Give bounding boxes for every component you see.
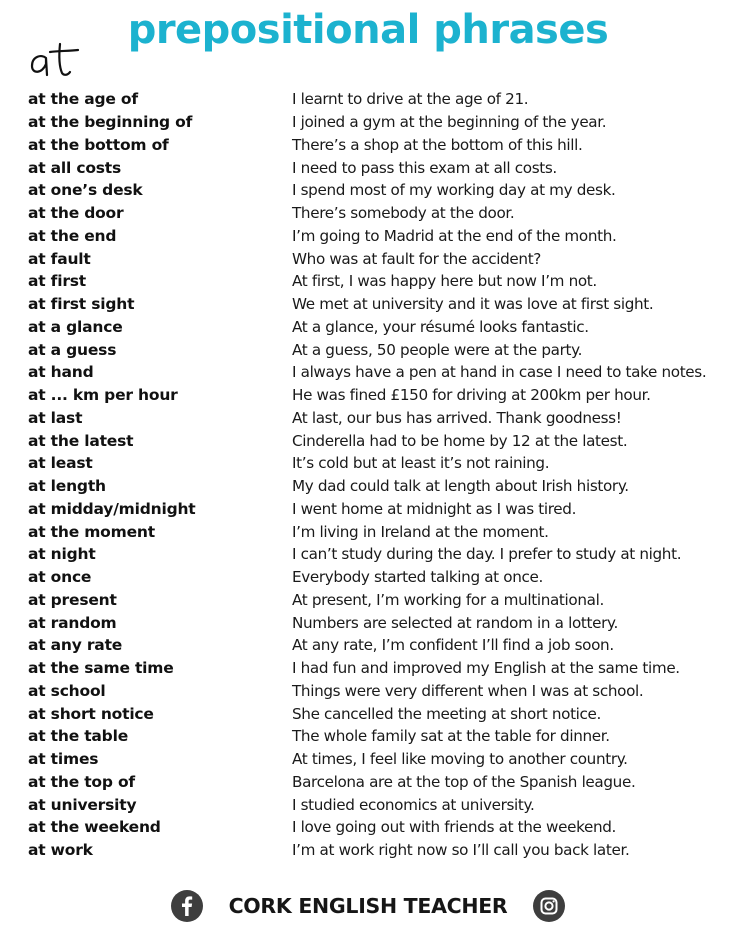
brand-name: CORK ENGLISH TEACHER — [228, 894, 508, 918]
phrase-text: at university — [28, 795, 137, 814]
phrase-text: at times — [28, 750, 99, 769]
example-sentence: Things were very different when I was at school. — [292, 681, 644, 700]
example-sentence: Barcelona are at the top of the Spanish league. — [292, 772, 636, 791]
table-row — [28, 566, 734, 589]
example-sentence: I had fun and improved my English at the same time. — [292, 659, 680, 678]
phrase-text: at the table — [28, 727, 129, 746]
table-row — [28, 316, 734, 339]
phrase-text: at night — [28, 545, 96, 564]
phrase-text: at work — [28, 841, 93, 860]
instagram-icon[interactable] — [533, 890, 565, 922]
phrase-text: at the bottom of — [28, 135, 169, 154]
example-sentence: At a glance, your résumé looks fantastic. — [292, 317, 589, 336]
example-sentence: I spend most of my working day at my desk. — [292, 181, 616, 200]
phrase-list — [28, 88, 734, 862]
table-row — [28, 771, 734, 794]
table-row — [28, 520, 734, 543]
phrase-text: at first — [28, 272, 87, 291]
example-sentence: At any rate, I’m confident I’ll find a job soon. — [292, 636, 614, 655]
example-sentence: The whole family sat at the table for dinner. — [292, 727, 610, 746]
example-sentence: I love going out with friends at the weekend. — [292, 818, 617, 837]
example-sentence: I went home at midnight as I was tired. — [292, 499, 577, 518]
phrase-text: at midday/midnight — [28, 499, 196, 518]
phrase-text: at a guess — [28, 340, 117, 359]
table-row — [28, 611, 734, 634]
example-sentence: I studied economics at university. — [292, 795, 535, 814]
table-row — [28, 589, 734, 612]
table-row — [28, 702, 734, 725]
table-row — [28, 475, 734, 498]
example-sentence: I always have a pen at hand in case I need to take notes. — [292, 363, 707, 382]
phrase-text: at a glance — [28, 317, 123, 336]
table-row — [28, 179, 734, 202]
table-row — [28, 429, 734, 452]
phrase-text: at school — [28, 681, 106, 700]
example-sentence: It’s cold but at least it’s not raining. — [292, 454, 550, 473]
phrase-text: at the latest — [28, 431, 134, 450]
example-sentence: At present, I’m working for a multinational. — [292, 590, 604, 609]
phrase-text: at present — [28, 590, 117, 609]
table-row — [28, 452, 734, 475]
table-row — [28, 293, 734, 316]
table-row — [28, 384, 734, 407]
phrase-text: at the top of — [28, 772, 135, 791]
table-row — [28, 793, 734, 816]
example-sentence: She cancelled the meeting at short notice. — [292, 704, 602, 723]
phrase-text: at the moment — [28, 522, 155, 541]
example-sentence: He was fined £150 for driving at 200km per hour. — [292, 386, 651, 405]
footer — [0, 886, 736, 926]
phrase-text: at random — [28, 613, 117, 632]
table-row — [28, 134, 734, 157]
page-title: prepositional phrases — [127, 7, 609, 53]
table-row — [28, 361, 734, 384]
facebook-icon[interactable] — [171, 890, 203, 922]
example-sentence: At first, I was happy here but now I’m not. — [292, 272, 597, 291]
table-row — [28, 657, 734, 680]
table-row — [28, 725, 734, 748]
phrase-text: at first sight — [28, 295, 135, 314]
table-row — [28, 748, 734, 771]
handwritten-at-label — [28, 40, 84, 80]
phrase-text: at one’s desk — [28, 181, 143, 200]
example-sentence: I’m at work right now so I’ll call you back later. — [292, 841, 630, 860]
table-row — [28, 338, 734, 361]
table-row — [28, 498, 734, 521]
phrase-text: at hand — [28, 363, 94, 382]
table-row — [28, 247, 734, 270]
example-sentence: There’s a shop at the bottom of this hill. — [292, 135, 583, 154]
example-sentence: At times, I feel like moving to another country. — [292, 750, 628, 769]
phrase-text: at the door — [28, 204, 124, 223]
example-sentence: Everybody started talking at once. — [292, 568, 543, 587]
phrase-text: at any rate — [28, 636, 123, 655]
phrase-text: at least — [28, 454, 93, 473]
example-sentence: Numbers are selected at random in a lottery. — [292, 613, 618, 632]
example-sentence: At a guess, 50 people were at the party. — [292, 340, 583, 359]
table-row — [28, 543, 734, 566]
phrase-text: at length — [28, 477, 106, 496]
table-row — [28, 816, 734, 839]
phrase-text: at short notice — [28, 704, 154, 723]
table-row — [28, 202, 734, 225]
table-row — [28, 225, 734, 248]
phrase-text: at once — [28, 568, 92, 587]
example-sentence: Who was at fault for the accident? — [292, 249, 542, 268]
phrase-text: at ... km per hour — [28, 386, 178, 405]
example-sentence: My dad could talk at length about Irish history. — [292, 477, 629, 496]
phrase-text: at the weekend — [28, 818, 161, 837]
table-row — [28, 634, 734, 657]
example-sentence: There’s somebody at the door. — [292, 204, 515, 223]
example-sentence: I learnt to drive at the age of 21. — [292, 90, 529, 109]
instagram-glyph — [533, 890, 565, 922]
facebook-glyph — [171, 890, 203, 922]
phrase-text: at all costs — [28, 158, 122, 177]
example-sentence: I’m living in Ireland at the moment. — [292, 522, 549, 541]
phrase-text: at the beginning of — [28, 113, 193, 132]
example-sentence: I joined a gym at the beginning of the year. — [292, 113, 607, 132]
example-sentence: I can’t study during the day. I prefer to study at night. — [292, 545, 682, 564]
table-row — [28, 156, 734, 179]
example-sentence: I’m going to Madrid at the end of the month. — [292, 226, 617, 245]
example-sentence: At last, our bus has arrived. Thank goodness! — [292, 408, 622, 427]
example-sentence: Cinderella had to be home by 12 at the latest. — [292, 431, 628, 450]
table-row — [28, 680, 734, 703]
table-row — [28, 88, 734, 111]
phrase-text: at the age of — [28, 90, 138, 109]
table-row — [28, 111, 734, 134]
phrase-text: at the end — [28, 226, 117, 245]
table-row — [28, 407, 734, 430]
example-sentence: We met at university and it was love at first sight. — [292, 295, 654, 314]
phrase-text: at the same time — [28, 659, 174, 678]
phrase-text: at last — [28, 408, 83, 427]
table-row — [28, 270, 734, 293]
table-row — [28, 839, 734, 862]
phrase-text: at fault — [28, 249, 91, 268]
example-sentence: I need to pass this exam at all costs. — [292, 158, 557, 177]
